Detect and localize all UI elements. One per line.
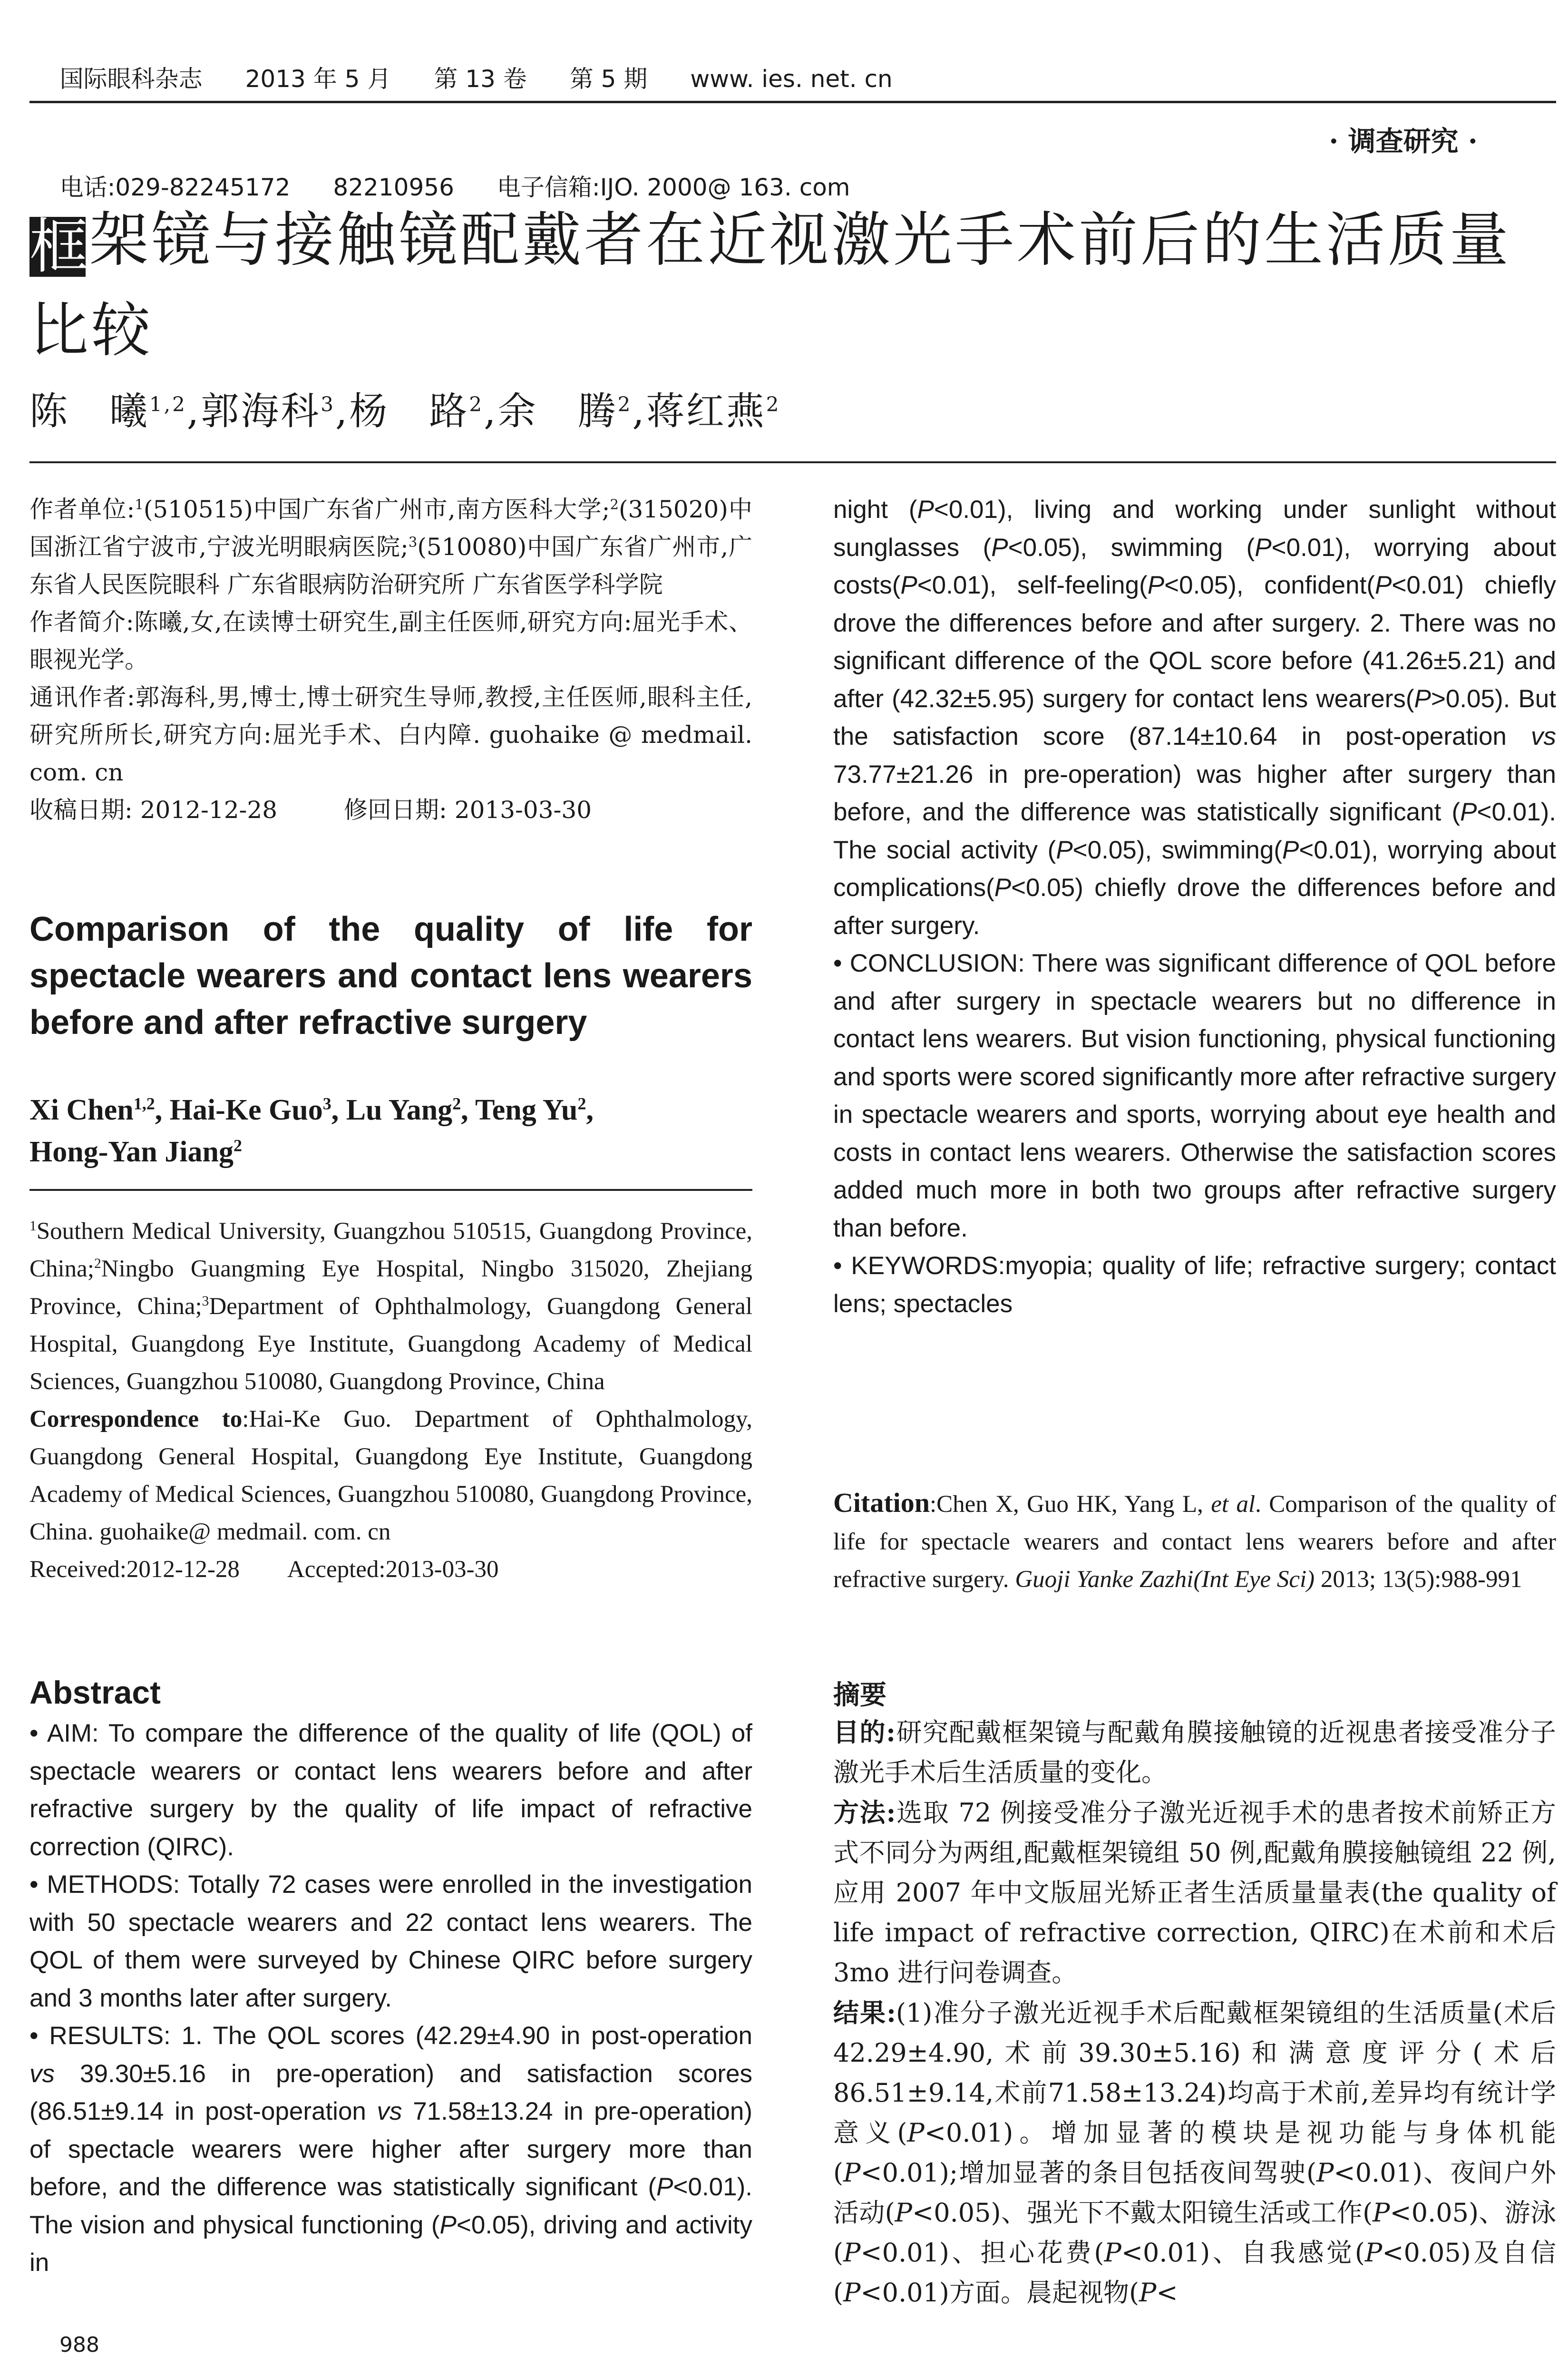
p-italic: P [907,2118,925,2148]
author-name-en: Xi Chen [29,1094,134,1126]
affil-3: Department of Ophthalmology, Guangdong General Hospital, Guangdong Eye Institute, Guangdong Academy of Medical Sciences, Guangzhou 510080, Guangdong Province, China [29,1293,753,1395]
title-text-1: 架镜与接触镜配戴者在近视激光手术前后的生活质量 [89,206,1512,274]
abstract-heading: Abstract [29,1675,161,1711]
affiliation-chinese [29,491,752,829]
cn-results-text: <0.01)。增加显著的模块是视功能与身体机能( [833,2118,1556,2188]
p-italic: P [991,533,1008,562]
results-text: <0.01). The social activity ( [833,798,1556,864]
author-affil-sup: 2 [577,1094,586,1113]
page-number: 988 [59,2333,99,2357]
article-title [29,195,1556,376]
section-label: · 调查研究 · [1329,125,1478,157]
author-separator: , [484,389,498,433]
author-name: 蒋红燕 [646,389,766,433]
results-text: night ( [833,496,917,524]
p-italic: P [439,2211,457,2239]
author-name: 杨 路 [349,389,469,433]
author-separator: , [461,1094,476,1126]
results-text: 71.58±13.24 in pre-operation) of spectacle wearers were higher after surgery more than before, and the difference was statistically significant ( [29,2097,752,2201]
citation-part: 2013; 13(5):988-991 [1315,1566,1522,1593]
p-italic: P [900,571,917,599]
received-date-cn: 收稿日期: 2012-12-28 [29,796,278,824]
affil-1: Southern Medical University, Guangzhou 510515, Guangdong Province, China; [29,1218,752,1282]
cn-results-text: <0.01)方面。晨起视物( [860,2278,1139,2308]
affil-sup: 3 [202,1294,209,1309]
author-affil-sup: 1,2 [133,1094,155,1113]
author-name-en: Lu Yang [346,1094,453,1126]
p-italic: P [1373,2198,1390,2228]
unit-1: (510515)中国广东省广州市,南方医科大学; [143,496,610,523]
p-italic: P [1282,836,1299,864]
results-text: <0.05), confident( [1164,571,1375,599]
conclusion-text: : There was significant difference of QOL before and after surgery in spectacle wearers but no difference in contact lens wearers. But vision functioning, physical functioning and sports were scored significantly more after refractive surgery in spectacle wearers and sports, worrying about eye health and costs in contact lens wearers. Otherwise the satisfaction scores added much more in both two groups after refractive surgery than before. [833,949,1556,1242]
cn-aim [833,1712,1556,1792]
dates-cn [29,791,752,829]
abstract-aim [29,1715,752,1866]
abstract-results-cont [833,491,1556,945]
volume: 第 13 卷 [434,65,527,93]
author-name-en: Hong-Yan Jiang [29,1136,234,1168]
journal-website: www. ies. net. cn [690,65,893,93]
units-label: 作者单位: [29,496,135,523]
author-separator: , [331,1094,346,1126]
authors-english [29,1089,752,1173]
citation-part: :Chen X, Guo HK, Yang L, [930,1491,1211,1518]
cn-results-label: 结果: [833,1997,896,2028]
results-text: <0.01). The vision and physical functioning ( [29,2173,752,2239]
header-line-1 [29,25,1556,133]
dates-en [29,1551,752,1588]
results-label: • RESULTS [29,2022,164,2050]
author-name: 郭海科 [201,389,321,433]
chinese-abstract [833,1712,1556,2313]
cn-methods-label: 方法: [833,1797,896,1828]
unit-sup: 3 [408,534,418,550]
results-text: : 1. The QOL scores (42.29±4.90 in post-operation [163,2022,752,2050]
author-affil-sup: 2 [469,392,484,416]
corresponding-author: 通讯作者:郭海科,男,博士,博士研究生导师,教授,主任医师,眼科主任,研究所所长,研究方向:屈光手术、白内障. guohaike @ medmail. com. cn [29,683,752,786]
author-affil-sup: 3 [322,1094,331,1113]
citation [833,1484,1556,1598]
author-affil-sup: 1,2 [149,392,187,416]
cn-methods [833,1792,1556,1993]
cn-results-text: <0.01)、夜间户外活动( [833,2158,1556,2228]
results-text: <0.05), driving and activity in [29,2211,752,2277]
vs-italic: vs [377,2097,402,2125]
methods-label: • METHODS [29,1870,173,1899]
affiliations-en [29,1213,752,1401]
affil-2: Ningbo Guangming Eye Hospital, Ningbo 315020, Zhejiang Province, China; [29,1256,752,1320]
cn-results-text: < [1156,2278,1178,2308]
keywords-text: :myopia; quality of life; refractive surgery; contact lens; spectacles [833,1252,1556,1318]
correspondence-label: Correspondence to [29,1406,243,1432]
author-affil-sup: 2 [766,392,781,416]
results-text: <0.05), swimming( [1072,836,1282,864]
author-separator: , [155,1094,170,1126]
cn-results-text: <0.01)、担心花费( [860,2238,1104,2268]
p-italic: P [1375,571,1392,599]
results-text: <0.01), worrying about complications( [833,836,1556,902]
revised-date-cn: 修回日期: 2013-03-30 [344,796,592,824]
vs-italic: vs [1531,722,1556,750]
p-italic: P [917,496,934,524]
author-separator: , [632,389,646,433]
english-title: Comparison of the quality of life for spectacle wearers and contact lens wearers before and after refractive surgery [29,910,752,1042]
author-name: 余 腾 [497,389,618,433]
author-name-en: Hai-Ke Guo [169,1094,323,1126]
abstract-left-column [29,1715,752,2282]
author-affil-sup: 2 [617,392,633,416]
keywords-label: • KEYWORDS [833,1252,998,1280]
p-italic: P [1056,836,1073,864]
p-italic: P [1139,2278,1157,2308]
phone-number-2: 82210956 [333,174,454,201]
abstract-keywords [833,1247,1556,1323]
vs-italic: vs [29,2059,55,2088]
p-italic: P [843,2158,861,2188]
unit-sup: 2 [610,496,619,513]
author-separator: , [186,389,201,433]
aim-label: • AIM [29,1719,92,1747]
conclusion-label: • CONCLUSION [833,949,1018,977]
citation-text [833,1484,1556,1598]
results-text: >0.05). But the satisfaction score (87.14±10.64 in post-operation [833,684,1556,750]
phone-number: 电话:029-82245172 [59,174,291,201]
results-text: <0.05), swimming ( [1008,533,1255,562]
results-text: <0.01), self-feeling( [917,571,1148,599]
authors-chinese [29,380,780,435]
cn-results-text: <0.05)、游泳( [833,2198,1556,2268]
issue-number: 第 5 期 [569,65,648,93]
methods-text: : Totally 72 cases were enrolled in the investigation with 50 spectacle wearers and 22 contact lens wearers. The QOL of them were surveyed by Chinese QIRC before surgery and 3 months later after surgery. [29,1870,752,2012]
cn-results-text: <0.01)、自我感觉( [1121,2238,1365,2268]
header-rule [29,101,1556,103]
correspondence [29,1401,752,1551]
p-italic: P [895,2198,913,2228]
abstract-results [29,2017,752,2282]
chinese-abstract-heading: 摘要 [833,1680,886,1711]
correspondence-text: :Hai-Ke Guo. Department of Ophthalmology, Guangdong General Hospital, Guangdong Eye Institute, Guangdong Academy of Medical Sciences, Guangzhou 510080, Guangdong Province, China. guohaike@ medmail. com. cn [29,1406,752,1545]
citation-etal: et al [1211,1491,1256,1518]
section-rule [29,1189,752,1191]
p-italic: P [1255,533,1272,562]
p-italic: P [994,874,1012,902]
p-italic: P [1460,798,1477,826]
author-affil-sup: 3 [321,392,335,416]
cn-results-text: <0.01);增加显著的条目包括夜间驾驶( [860,2158,1317,2188]
cn-results-text: <0.05)、强光下不戴太阳镜生活或工作( [912,2198,1373,2228]
abstract-methods [29,1866,752,2017]
affil-sup: 1 [29,1218,37,1234]
aim-text: : To compare the difference of the quality of life (QOL) of spectacle wearers or contact lens wearers before and after refractive surgery by the quality of life impact of refractive correction (QIRC). [29,1719,752,1861]
results-text: 73.77±21.26 in pre-operation) was higher after surgery than before, and the difference was statistically significant ( [833,760,1556,826]
author-name-en: Teng Yu [475,1094,578,1126]
results-text: <0.01) chiefly drove the differences before and after surgery. 2. There was no significant difference of the QOL score before (41.26±5.21) and after (42.32±5.95) surgery for contact lens wearers( [833,571,1556,713]
p-italic: P [656,2173,673,2201]
issue-date: 2013 年 5 月 [245,65,391,93]
cn-results [833,1993,1556,2313]
results-text: <0.01), worrying about costs( [833,533,1556,599]
author-intro: 作者简介:陈曦,女,在读博士研究生,副主任医师,研究方向:屈光手术、眼视光学。 [29,608,752,673]
journal-name: 国际眼科杂志 [59,65,203,93]
affiliation-english [29,1213,752,1588]
title-line-2: 比较 [29,296,154,365]
cn-aim-text: 研究配戴框架镜与配戴角膜接触镜的近视患者接受准分子激光手术后生活质量的变化。 [833,1717,1557,1787]
p-italic: P [843,2238,861,2268]
cn-methods-text: 选取 72 例接受准分子激光近视手术的患者按术前矫正方式不同分为两组,配戴框架镜组 50 例,配戴角膜接触镜组 22 例,应用 2007 年中文版屈光矫正者生活质量量表(the quality of life impact of refractive correction, QIRC)在术前和术后 3mo 进行问卷调查。 [833,1798,1556,1987]
citation-part: . Comparison of the quality of life for spectacle wearers and contact lens wearers before and after refractive surgery. [833,1491,1556,1593]
abstract-conclusion [833,945,1556,1247]
author-units [29,491,752,604]
citation-journal: Guoji Yanke Zazhi(Int Eye Sci) [1015,1566,1315,1593]
p-italic: P [1364,2238,1383,2268]
p-italic: P [1316,2158,1334,2188]
title-initial-mark: 框 [29,213,92,281]
author-affil-sup: 2 [452,1094,461,1113]
cn-results-text: <0.05)及自信( [833,2238,1556,2308]
affil-sup: 2 [94,1256,101,1271]
title-rule [29,461,1556,463]
cn-results-text: (1)准分子激光近视手术后配戴框架镜组的生活质量(术后42.29±4.90,术前39.30±5.16)和满意度评分(术后86.51±9.14,术前71.58±13.24)均高于术前,差异均有统计学意义( [833,1998,1557,2148]
unit-sup: 1 [135,496,144,513]
abstract-right-column [833,491,1556,1323]
cn-aim-label: 目的: [833,1717,896,1747]
p-italic: P [1414,684,1431,713]
author-separator: , [335,389,350,433]
unit-3: (510080)中国广东省广州市,广东省人民医院眼科 广东省眼病防治研究所 广东省医学科学院 [29,533,752,598]
unit-2: (315020)中国浙江省宁波市,宁波光明眼病医院; [29,496,752,561]
results-text: <0.01), living and working under sunlight without sunglasses ( [833,496,1556,562]
results-text: <0.05) chiefly drove the differences before and after surgery. [833,874,1556,940]
p-italic: P [1147,571,1165,599]
p-italic: P [1104,2238,1121,2268]
email-address: 电子信箱:IJO. 2000@ 163. com [497,174,850,201]
p-italic: P [843,2278,861,2308]
received-date: Received:2012-12-28 [29,1556,240,1583]
citation-label: Citation [833,1487,930,1518]
author-affil-sup: 2 [233,1136,242,1155]
accepted-date: Accepted:2013-03-30 [287,1556,499,1583]
title-line-1 [29,195,1556,285]
results-text: 39.30±5.16 in pre-operation) and satisfaction scores (86.51±9.14 in post-operation [29,2059,752,2125]
author-separator: , [586,1094,594,1126]
author-name: 陈 曦 [29,389,149,433]
